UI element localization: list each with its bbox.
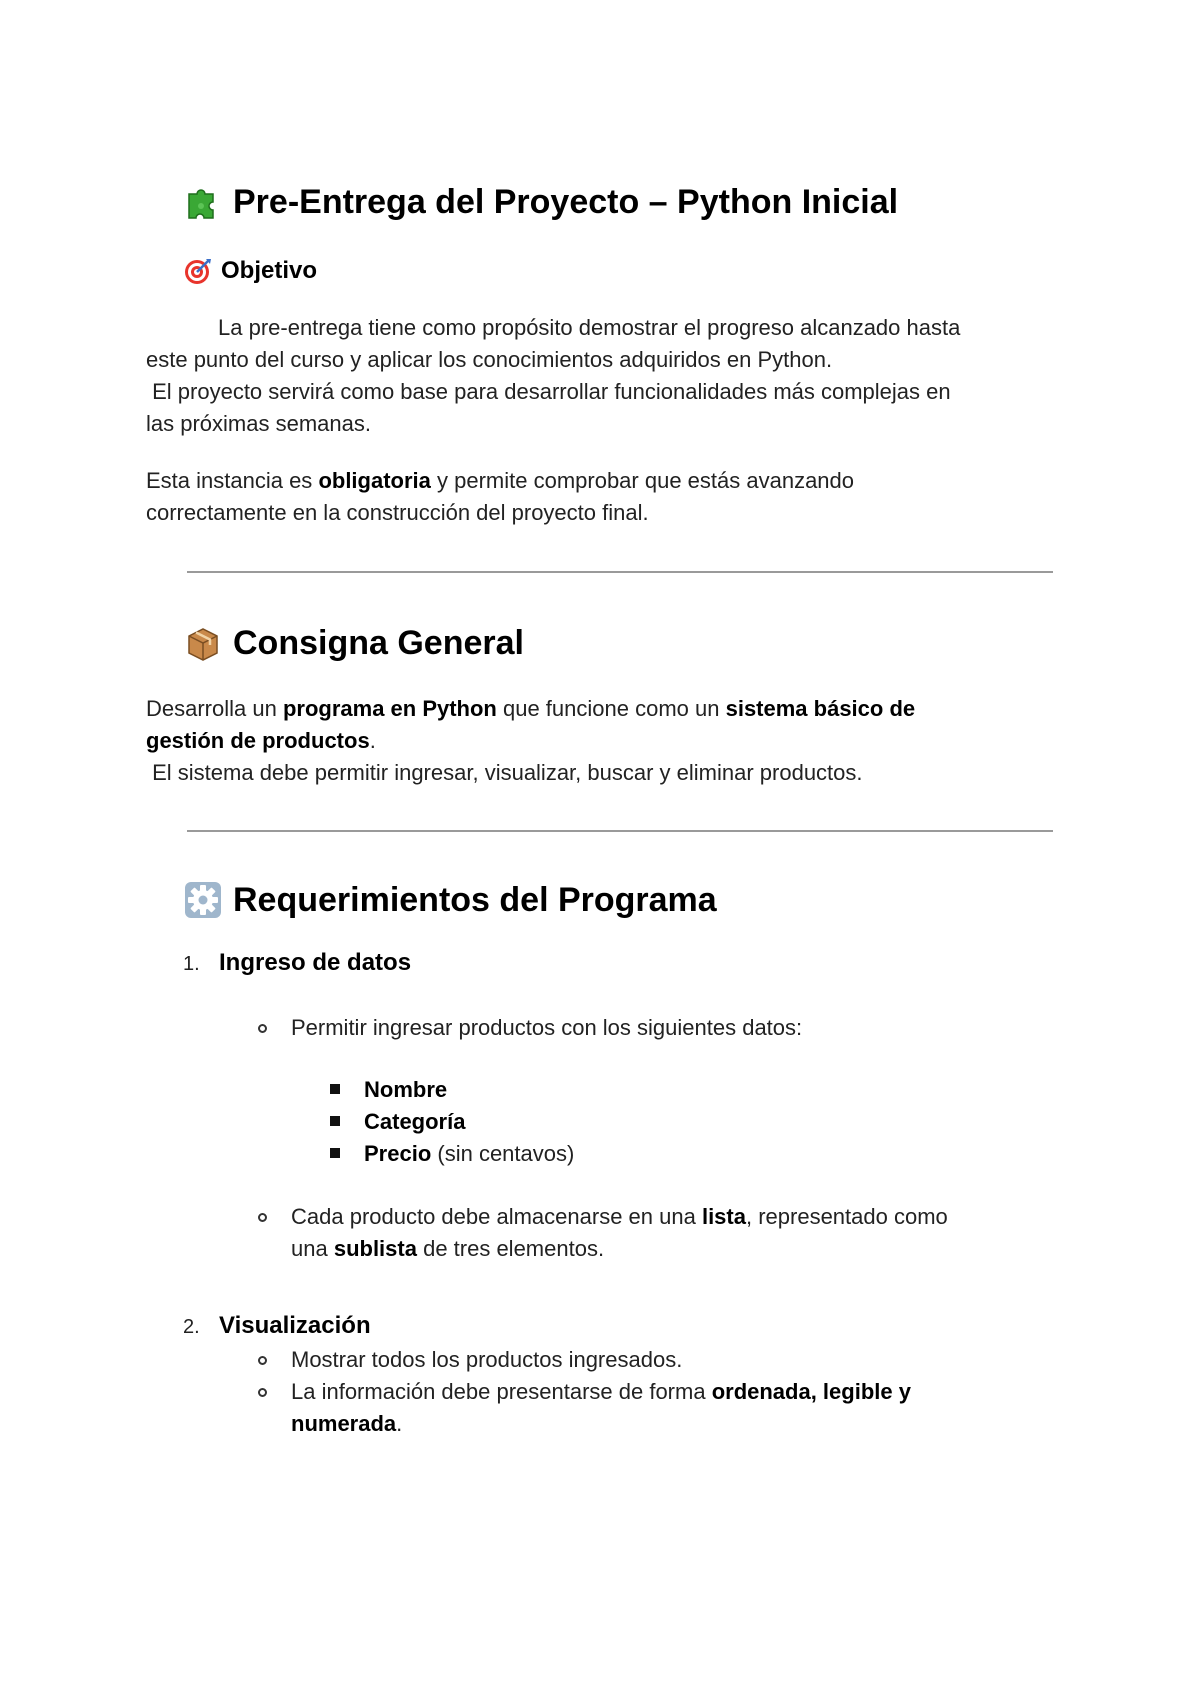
list-item: Mostrar todos los productos ingresados.	[291, 1347, 683, 1372]
list-number: 2.	[183, 1316, 200, 1338]
consigna-line-1	[146, 693, 915, 725]
objetivo-line-3: El proyecto servirá como base para desarrollar funcionalidades más complejas en	[146, 379, 951, 404]
field-name: Nombre	[364, 1077, 448, 1102]
bold-numerada: numerada	[291, 1411, 397, 1436]
list-item: Permitir ingresar productos con los siguientes datos:	[291, 1015, 803, 1040]
text-segment: La información debe presentarse de forma	[291, 1379, 712, 1404]
package-icon	[183, 623, 223, 663]
bold-gestion-productos: gestión de productos	[146, 728, 370, 753]
list-number: 1.	[183, 953, 200, 975]
text-segment: que funcione como un	[496, 696, 726, 721]
list-item-line-1	[291, 1376, 911, 1408]
objetivo-paragraph-2-line-1	[146, 465, 854, 497]
text-segment: Desarrolla un	[146, 696, 283, 721]
text-segment: de tres elementos.	[416, 1236, 605, 1261]
circle-bullet	[258, 1024, 267, 1033]
requerimientos-heading: Requerimientos del Programa	[233, 881, 717, 919]
target-icon	[183, 256, 213, 286]
item-label-ingreso: Ingreso de datos	[219, 949, 412, 976]
page-title: Pre-Entrega del Proyecto – Python Inicial	[233, 183, 899, 221]
consigna-heading: Consigna General	[233, 624, 524, 662]
consigna-heading-row	[183, 623, 524, 663]
text-segment: Esta instancia es	[146, 468, 319, 493]
text-segment: .	[396, 1411, 403, 1436]
bold-lista: lista	[701, 1204, 746, 1229]
square-bullet	[330, 1084, 340, 1094]
text-segment: Cada producto debe almacenarse en una	[291, 1204, 702, 1229]
objetivo-heading-row	[183, 256, 317, 286]
bold-sublista: sublista	[333, 1236, 417, 1261]
field-item-nombre	[364, 1074, 447, 1106]
text-segment: una	[291, 1236, 334, 1261]
list-item-line-2	[291, 1233, 604, 1265]
objetivo-heading: Objetivo	[221, 257, 318, 284]
objetivo-line-2: este punto del curso y aplicar los conocimientos adquiridos en Python.	[146, 347, 833, 372]
text-segment: y permite comprobar que estás avanzando	[430, 468, 855, 493]
puzzle-icon	[183, 182, 223, 222]
bold-programa-python: programa en Python	[282, 696, 497, 721]
field-item-categoria	[364, 1106, 465, 1138]
bold-obligatoria: obligatoria	[318, 468, 431, 493]
circle-bullet	[258, 1356, 267, 1365]
bold-sistema-basico: sistema básico de	[725, 696, 916, 721]
objetivo-paragraph-2-line-2: correctamente en la construcción del proyecto final.	[146, 500, 649, 525]
list-item-line-2	[291, 1408, 402, 1440]
gear-icon	[183, 880, 223, 920]
objetivo-line-1: La pre-entrega tiene como propósito demostrar el progreso alcanzado hasta	[218, 315, 961, 340]
circle-bullet	[258, 1388, 267, 1397]
divider	[187, 571, 1053, 573]
consigna-line-2	[146, 725, 376, 757]
text-segment: .	[369, 728, 376, 753]
square-bullet	[330, 1148, 340, 1158]
requerimientos-heading-row	[183, 880, 717, 920]
field-extra: (sin centavos)	[431, 1141, 575, 1166]
field-item-precio	[364, 1138, 574, 1170]
field-name: Categoría	[364, 1109, 466, 1134]
field-name: Precio	[364, 1141, 432, 1166]
circle-bullet	[258, 1213, 267, 1222]
consigna-line-3: El sistema debe permitir ingresar, visualizar, buscar y eliminar productos.	[146, 760, 863, 785]
divider	[187, 830, 1053, 832]
page-title-row	[183, 182, 898, 222]
square-bullet	[330, 1116, 340, 1126]
item-label-visualizacion: Visualización	[219, 1312, 371, 1339]
list-item-line-1	[291, 1201, 948, 1233]
objetivo-line-4: las próximas semanas.	[146, 411, 371, 436]
bold-ordenada-legible: ordenada, legible y	[711, 1379, 911, 1404]
text-segment: , representado como	[745, 1204, 948, 1229]
